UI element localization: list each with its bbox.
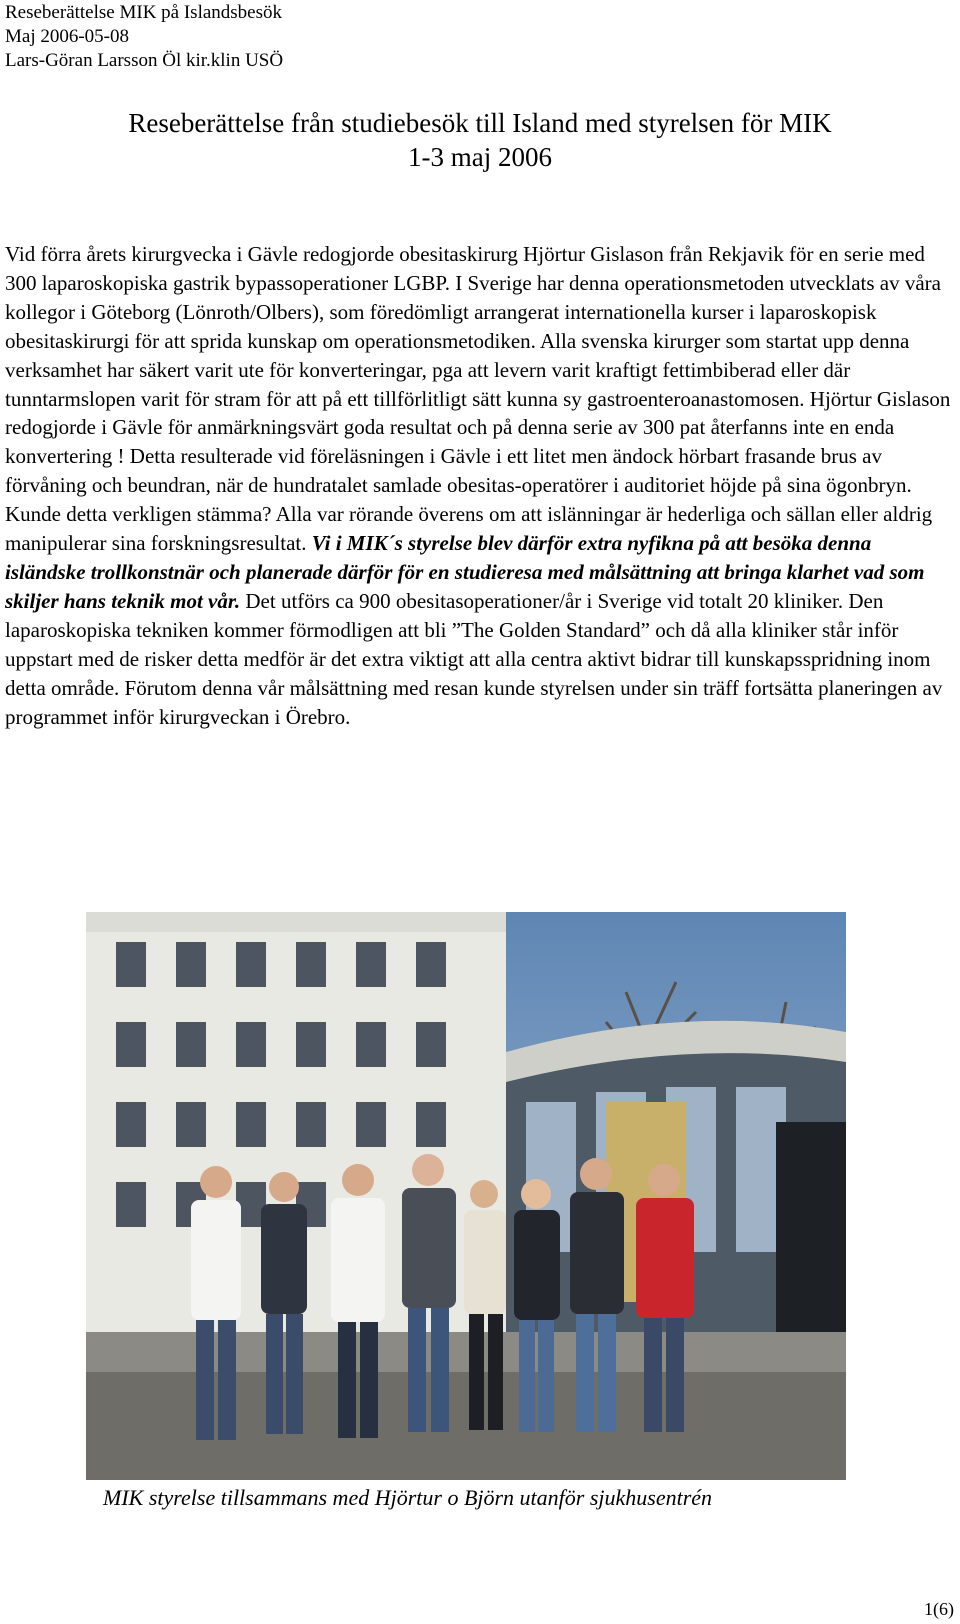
header-title: Reseberättelse MIK på Islandsbesök xyxy=(5,2,283,23)
body-emphasis: Vi i MIK´s styrelse blev därför extra nyfikna på att besöka denna isländske trollkonstnär och planerade därför för en studieresa med målsättning att bringa klarhet vad som skiljer hans teknik mot vår. xyxy=(5,531,925,613)
title-dates: 1-3 maj 2006 xyxy=(408,142,552,172)
body-text-part2: Det utförs ca 900 obesitasoperationer/år i Sverige vid totalt 20 kliniker. Den laparoskopiska tekniken kommer förmodligen att bli ”The Golden Standard” och då alla kliniker står inför uppstart med de risker detta medför är det extra viktigt att alla centra aktivt bidrar till kunskapsspridning inom detta område. Förutom denna vår målsättning med resan kunde styrelsen under sin träff fortsätta planeringen av programmet inför kirurgveckan i Örebro. xyxy=(5,588,943,729)
page-title xyxy=(0,106,960,174)
group-photo xyxy=(86,912,846,1480)
page-number: 1(6) xyxy=(924,1599,954,1619)
body-text-part1: Vid förra årets kirurgvecka i Gävle redogjorde obesitaskirurg Hjörtur Gislason från Rekjavik för en serie med 300 laparoskopiska gastrik bypassoperationer LGBP. I Sverige har denna operationsmetoden utvecklats av våra kollegor i Göteborg (Lönroth/Olbers), som föredömligt arrangerat internationella kurser i laparoskopisk obesitaskirurgi för att sprida kunskap om operationsmetodiken. Alla svenska kirurger som startat upp denna verksamhet har säkert varit ute för konverteringar, pga att levern varit kraftigt fettimbiberad eller där tunntarmslopen varit för stram för att på ett tillförlitligt sätt kunna sy gastroenteroanastomosen. Hjörtur Gislason redogjorde i Gävle för anmärkningsvärt goda resultat och på denna serie av 300 pat återfanns inte en enda konvertering ! Detta resulterade vid föreläsningen i Gävle i ett litet men ändock hörbart frasande brus av förvåning och beundran, när de hundratalet samlade obesitas-operatörer i auditoriet höjde på sina ögonbryn. Kunde detta verkligen stämma? Alla var rörande överens om att islänningar är hederliga och sällan eller aldrig manipulerar sina forskningsresultat. xyxy=(5,242,951,556)
body-paragraph xyxy=(5,240,955,731)
header-date: Maj 2006-05-08 xyxy=(5,26,130,47)
document-header xyxy=(5,1,283,73)
header-author: Lars-Göran Larsson Öl kir.klin USÖ xyxy=(5,50,284,71)
title-main: Reseberättelse från studiebesök till Island med styrelsen för MIK xyxy=(128,108,832,138)
photo-caption: MIK styrelse tillsammans med Hjörtur o Björn utanför sjukhusentrén xyxy=(103,1485,713,1510)
group-photo-illustration xyxy=(86,912,846,1480)
